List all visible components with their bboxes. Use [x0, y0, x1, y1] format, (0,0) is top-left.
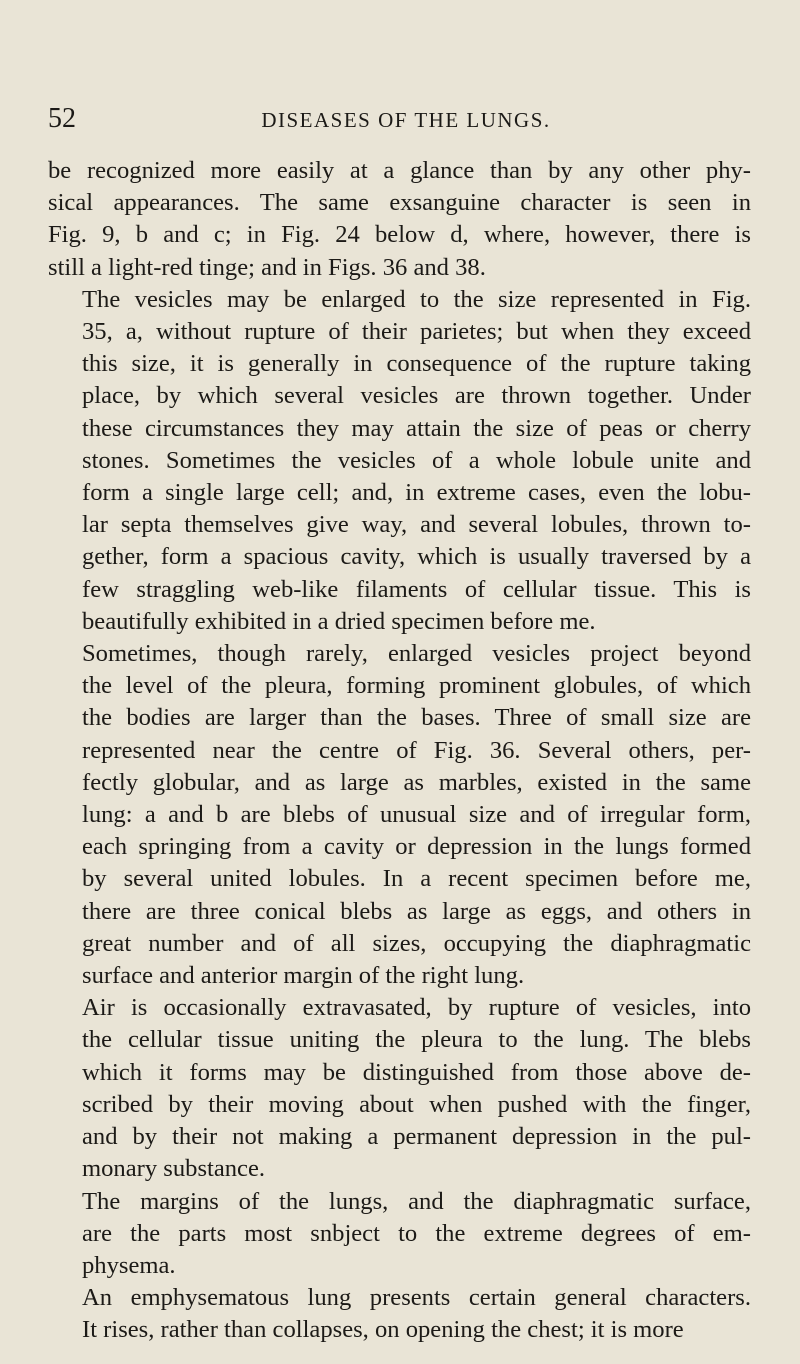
page-header — [0, 103, 800, 143]
text-line: the cellular tissue uniting the pleura to the lung. The blebs — [82, 1026, 751, 1054]
text-line: The vesicles may be enlarged to the size represented in Fig. — [82, 285, 751, 313]
text-line: lar septa themselves give way, and several lobules, thrown to- — [82, 511, 751, 539]
text-line: Fig. 9, b and c; in Fig. 24 below d, where, however, there is — [48, 221, 751, 249]
text-line: monary substance. — [82, 1155, 266, 1183]
text-line: surface and anterior margin of the right lung. — [82, 962, 525, 990]
text-line: physema. — [82, 1251, 176, 1279]
text-line: great number and of all sizes, occupying the diaphragmatic — [82, 929, 751, 957]
paragraph — [48, 992, 751, 1185]
text-line: there are three conical blebs as large as eggs, and others in — [82, 897, 751, 925]
text-line: these circumstances they may attain the size of peas or cherry — [82, 414, 751, 442]
text-line: It rises, rather than collapses, on opening the chest; it is more — [82, 1316, 684, 1344]
text-line: which it forms may be distinguished from those above de- — [82, 1058, 751, 1086]
text-line: the bodies are larger than the bases. Three of small size are — [82, 704, 751, 732]
text-line: beautifully exhibited in a dried specimen before me. — [82, 607, 596, 635]
text-line: lung: a and b are blebs of unusual size and of irregular form, — [82, 801, 751, 829]
text-line: 35, a, without rupture of their parietes; but when they exceed — [82, 318, 751, 346]
body-text — [48, 155, 751, 1347]
text-line: Air is occasionally extravasated, by rupture of vesicles, into — [82, 994, 751, 1022]
text-line: stones. Sometimes the vesicles of a whole lobule unite and — [82, 446, 751, 474]
text-line: this size, it is generally in consequence of the rupture taking — [82, 350, 751, 378]
text-line: each springing from a cavity or depression in the lungs formed — [82, 833, 751, 861]
text-line: place, by which several vesicles are thrown together. Under — [82, 382, 751, 410]
text-line: fectly globular, and as large as marbles, existed in the same — [82, 768, 751, 796]
text-line: scribed by their moving about when pushed with the finger, — [82, 1090, 751, 1118]
running-head: DISEASES OF THE LUNGS. — [261, 108, 551, 132]
text-line: the level of the pleura, forming prominent globules, of which — [82, 672, 751, 700]
paragraph — [48, 1282, 751, 1346]
paragraph — [48, 638, 751, 992]
text-line: are the parts most snbject to the extreme degrees of em- — [82, 1219, 751, 1247]
paragraph — [48, 1186, 751, 1283]
paragraph — [48, 155, 751, 284]
text-line: gether, form a spacious cavity, which is usually traversed by a — [82, 543, 751, 571]
text-line: sical appearances. The same exsanguine character is seen in — [48, 189, 751, 217]
text-line: be recognized more easily at a glance than by any other phy- — [48, 157, 751, 184]
text-line: The margins of the lungs, and the diaphragmatic surface, — [82, 1187, 751, 1215]
page-number: 52 — [48, 103, 76, 134]
text-line: represented near the centre of Fig. 36. Several others, per- — [82, 736, 751, 764]
text-line: form a single large cell; and, in extreme cases, even the lobu- — [82, 479, 751, 507]
text-line: Sometimes, though rarely, enlarged vesicles project beyond — [82, 640, 751, 668]
text-line: by several united lobules. In a recent specimen before me, — [82, 865, 751, 893]
text-line: and by their not making a permanent depression in the pul- — [82, 1123, 751, 1151]
text-line: An emphysematous lung presents certain general characters. — [82, 1284, 751, 1312]
paragraph — [48, 284, 751, 638]
text-line: few straggling web-like filaments of cellular tissue. This is — [82, 575, 751, 603]
text-line: still a light-red tinge; and in Figs. 36 and 38. — [48, 253, 486, 281]
